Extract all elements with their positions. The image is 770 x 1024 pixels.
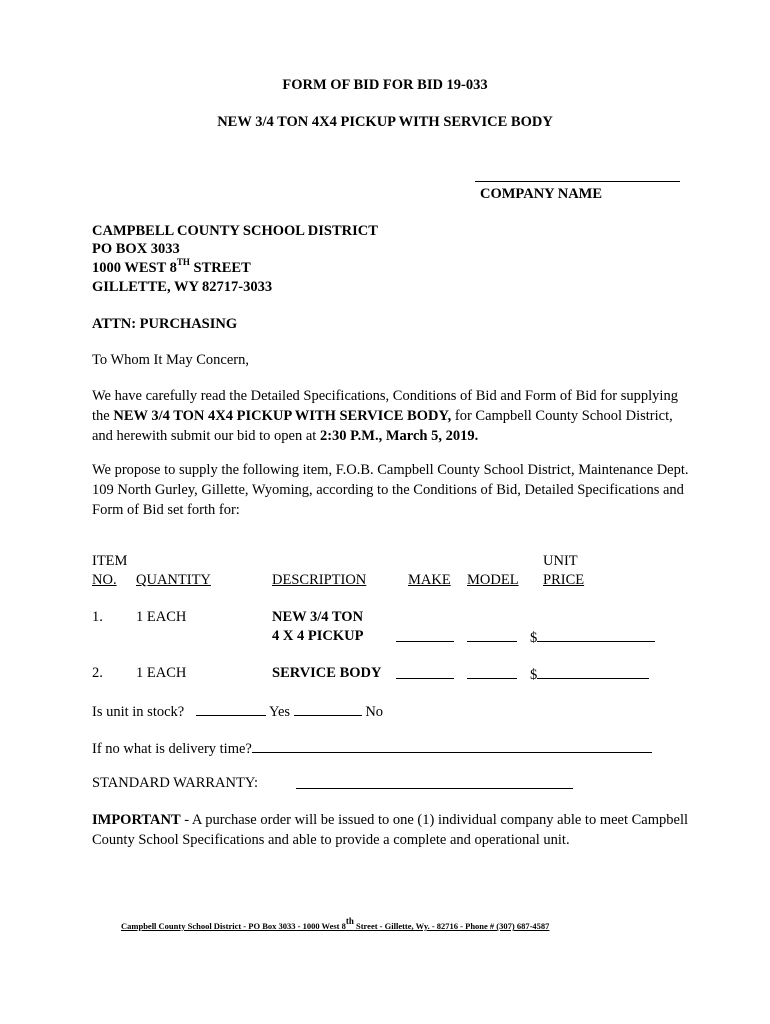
row-1-quantity: 1 EACH (136, 609, 187, 625)
address-line-2: PO BOX 3033 (92, 241, 180, 257)
paragraph-specifications: We have carefully read the Detailed Specifications, Conditions of Bid and Form of Bid for supplying the NEW 3/4 TON 4X4 PICKUP WITH SERVICE BODY, for Campbell County School District, and herewith submit our bid to open at 2:30 P.M., March 5, 2019. (92, 388, 678, 444)
row-1-dollar-sign: $ (530, 630, 538, 646)
row-2-no: 2. (92, 665, 103, 681)
stock-yes-field[interactable] (196, 701, 266, 716)
row-1-description-line-2: 4 X 4 PICKUP (272, 628, 364, 644)
greeting: To Whom It May Concern, (92, 352, 249, 368)
delivery-row (92, 738, 652, 758)
attn-line: ATTN: PURCHASING (92, 316, 238, 332)
row-2-description: SERVICE BODY (272, 665, 382, 681)
header-no: NO. (92, 572, 117, 588)
header-item: ITEM (92, 553, 128, 569)
row-2-dollar-sign: $ (530, 667, 538, 683)
row-2-make-field[interactable] (396, 664, 454, 684)
row-2-model-field[interactable] (467, 664, 517, 684)
row-2-quantity: 1 EACH (136, 665, 187, 681)
page-footer: Campbell County School District - PO Box 3033 - 1000 West 8th Street - Gillette, Wy. - 82716 - Phone # (307) 687-4587 (121, 916, 550, 931)
header-price: PRICE (543, 572, 585, 588)
stock-question: Is unit in stock? (92, 704, 185, 720)
form-subtitle: NEW 3/4 TON 4X4 PICKUP WITH SERVICE BODY (217, 114, 553, 130)
row-1-price-field[interactable] (530, 627, 655, 647)
company-name-line[interactable] (475, 181, 680, 182)
form-title: FORM OF BID FOR BID 19-033 (282, 77, 488, 93)
row-1-make-field[interactable] (396, 627, 454, 647)
warranty-label: STANDARD WARRANTY: (92, 775, 259, 791)
paragraph-proposal: We propose to supply the following item, F.O.B. Campbell County School District, Maintenance Dept. 109 North Gurley, Gillette, Wyoming, according to the Conditions of Bid, Detailed Specifications and Form of Bid set forth for: (92, 462, 689, 518)
warranty-field[interactable] (296, 774, 573, 794)
delivery-question: If no what is delivery time? (92, 741, 252, 757)
address-line-1: CAMPBELL COUNTY SCHOOL DISTRICT (92, 223, 378, 239)
row-1-description-line-1: NEW 3/4 TON (272, 609, 364, 625)
stock-no-label: No (365, 704, 384, 720)
row-1-no: 1. (92, 609, 103, 625)
header-make: MAKE (408, 572, 451, 588)
header-model: MODEL (467, 572, 519, 588)
delivery-time-field[interactable] (252, 738, 652, 753)
company-name-label: COMPANY NAME (480, 186, 603, 202)
address-line-3: 1000 WEST 8TH STREET (92, 257, 251, 276)
stock-no-field[interactable] (294, 701, 362, 716)
row-1-model-field[interactable] (467, 627, 517, 647)
stock-yes-label: Yes (268, 704, 291, 720)
stock-question-row (92, 701, 383, 721)
row-2-price-field[interactable] (530, 664, 649, 684)
address-line-4: GILLETTE, WY 82717-3033 (92, 279, 273, 295)
header-description: DESCRIPTION (272, 572, 367, 588)
header-unit: UNIT (543, 553, 578, 569)
header-quantity: QUANTITY (136, 572, 211, 588)
important-notice: IMPORTANT - A purchase order will be issued to one (1) individual company able to meet Campbell County School Specifications and able to provide a complete and operational unit. (92, 812, 689, 848)
